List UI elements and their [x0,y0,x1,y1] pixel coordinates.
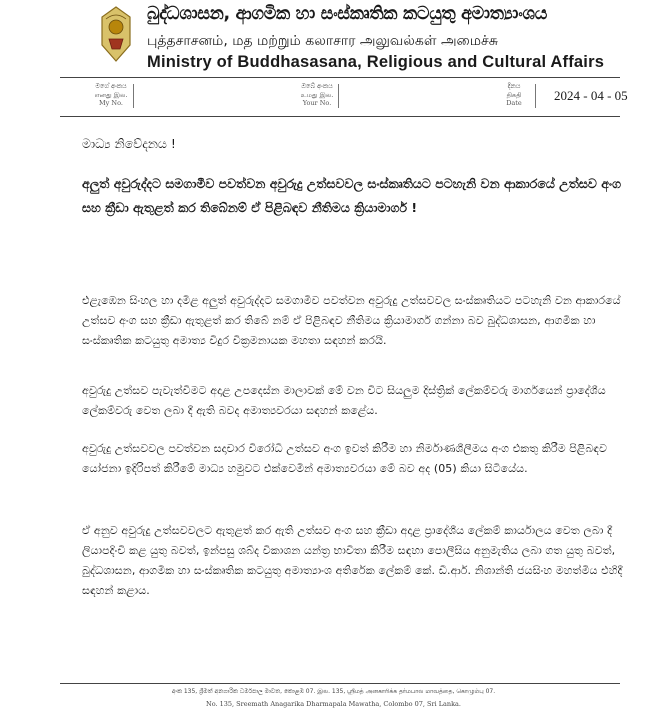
document-date: 2024 - 04 - 05 [554,88,628,103]
body-paragraph-1: එළැඹෙන සිංහල හා දමිළ අලුත් අවුරුද්දට සමගාමීව පවත්වන අවුරුදු උත්සවවල සංස්කෘතියට පටහැනි වන ආකාරයේ උත්සව අංග සහ ක්‍රීඩා ඇතුළත් කර තිබේ නම් ඒ පිළිබඳව නීතිමය ක්‍රියාමාර්ග ගන්නා බව බුද්ධශාසන, ආගමික හා සංස්කෘතික කටයුතු අමාත්‍ය විදුර වික්‍රමනායක මහතා සඳහන් කරයි. [82,294,621,347]
body-paragraph-2: අවුරුදු උත්සව පැවැත්වීමට අදාළ උපදෙස්න මාලාවක් මේ වන විට සියලුම දිස්ත්‍රික් ලේකම්වරු මාර්ගයෙන් ප්‍රාදේශීය ලේකම්වරු වෙත ලබා දී ඇති බවද අමාත්‍යවරයා සඳහන් කළේය. [82,384,606,417]
your-number-divider [338,84,339,108]
footer-address-local: අංක 135, ශ්‍රීමත් අනගාරික ධර්මපාල මාවත, කොළඹ 07. இல. 135, ஸ்ரீமத் அனகாரிக்க தர்மபால மாவத்தை, கொழும்பு 07. [171,688,496,695]
my-number-divider [133,84,134,108]
ministry-title-tamil: புத்தசாசனம், மத மற்றும் கலாசார அலுவல்கள் அமைச்சு [147,33,498,49]
footer-divider [60,683,620,684]
media-release-label: මාධ්‍ය නිවේදනය ! [82,136,176,151]
government-crest-icon [98,5,134,65]
date-label: දිනය திகதி Date [506,82,522,107]
ministry-title-english: Ministry of Buddhasasana, Religious and Cultural Affairs [147,53,605,71]
body-paragraph-4: ඒ අනුව අවුරුදු උත්සවවලට ඇතුළත් කර ඇති උත්සව අංග සහ ක්‍රීඩා අදාළ ප්‍රාදේශීය ලේකම් කාර්යාලය වෙත ලබා දී ලියාපදිංචි කළ යුතු බවත්, ඉන්පසු ශබ්ද විකාශන යන්ත්‍ර භාවිතා කිරීම සඳහා පොලීසිය අනුමැතිය ලබා ගත යුතු බවත්, බුද්ධශාසන, ආගමික හා සංස්කෘතික කටයුතු අමාත්‍යාංශ අතිරේක ලේකම් කේ. ඩී.ආර්. නිශාන්ති ජයසිංහ මහත්මිය එහිදී සඳහන් කළාය. [82,524,623,597]
body-paragraph-3: අවුරුදු උත්සවවල පවත්වන සදාචාර විරෝධී උත්සව අංග ඉවත් කිරීම හා නිර්මාණශීලීමය අංග එකතු කිරීම පිළිබඳව යෝජනා ඉදිරිපත් කිරීමේ මාධ්‍ය හමුවට එක්වෙමින් අමාත්‍යවරයා මේ බව අද (05) කියා සිටියේය. [82,442,608,475]
your-number-label: ඔබේ අංකය உமது இல. Your No. [300,82,334,107]
ministry-title-sinhala: බුද්ධශාසන, ආගමික හා සංස්කෘතික කටයුතු අමාත්‍යාංශය [147,4,547,24]
my-number-label: මගේ අංකය எனது இல. My No. [94,82,128,107]
release-headline: අලුත් අවුරුද්දට සමගාමීව පවත්වන අවුරුදු උත්සවවල සංස්කෘතියට පටහැනි වන ආකාරයේ උත්සව අංග සහ ක්‍රීඩා ඇතුළත් කර තිබේනම් ඒ පිළිබඳව නීතිමය ක්‍රියාමාර්ග ! [82,176,622,215]
footer-address-english: No. 135, Sreemath Anagarika Dharmapala Mawatha, Colombo 07, Sri Lanka. [206,700,461,708]
date-divider [535,84,536,108]
reference-divider [60,116,620,117]
header-divider [60,77,620,78]
